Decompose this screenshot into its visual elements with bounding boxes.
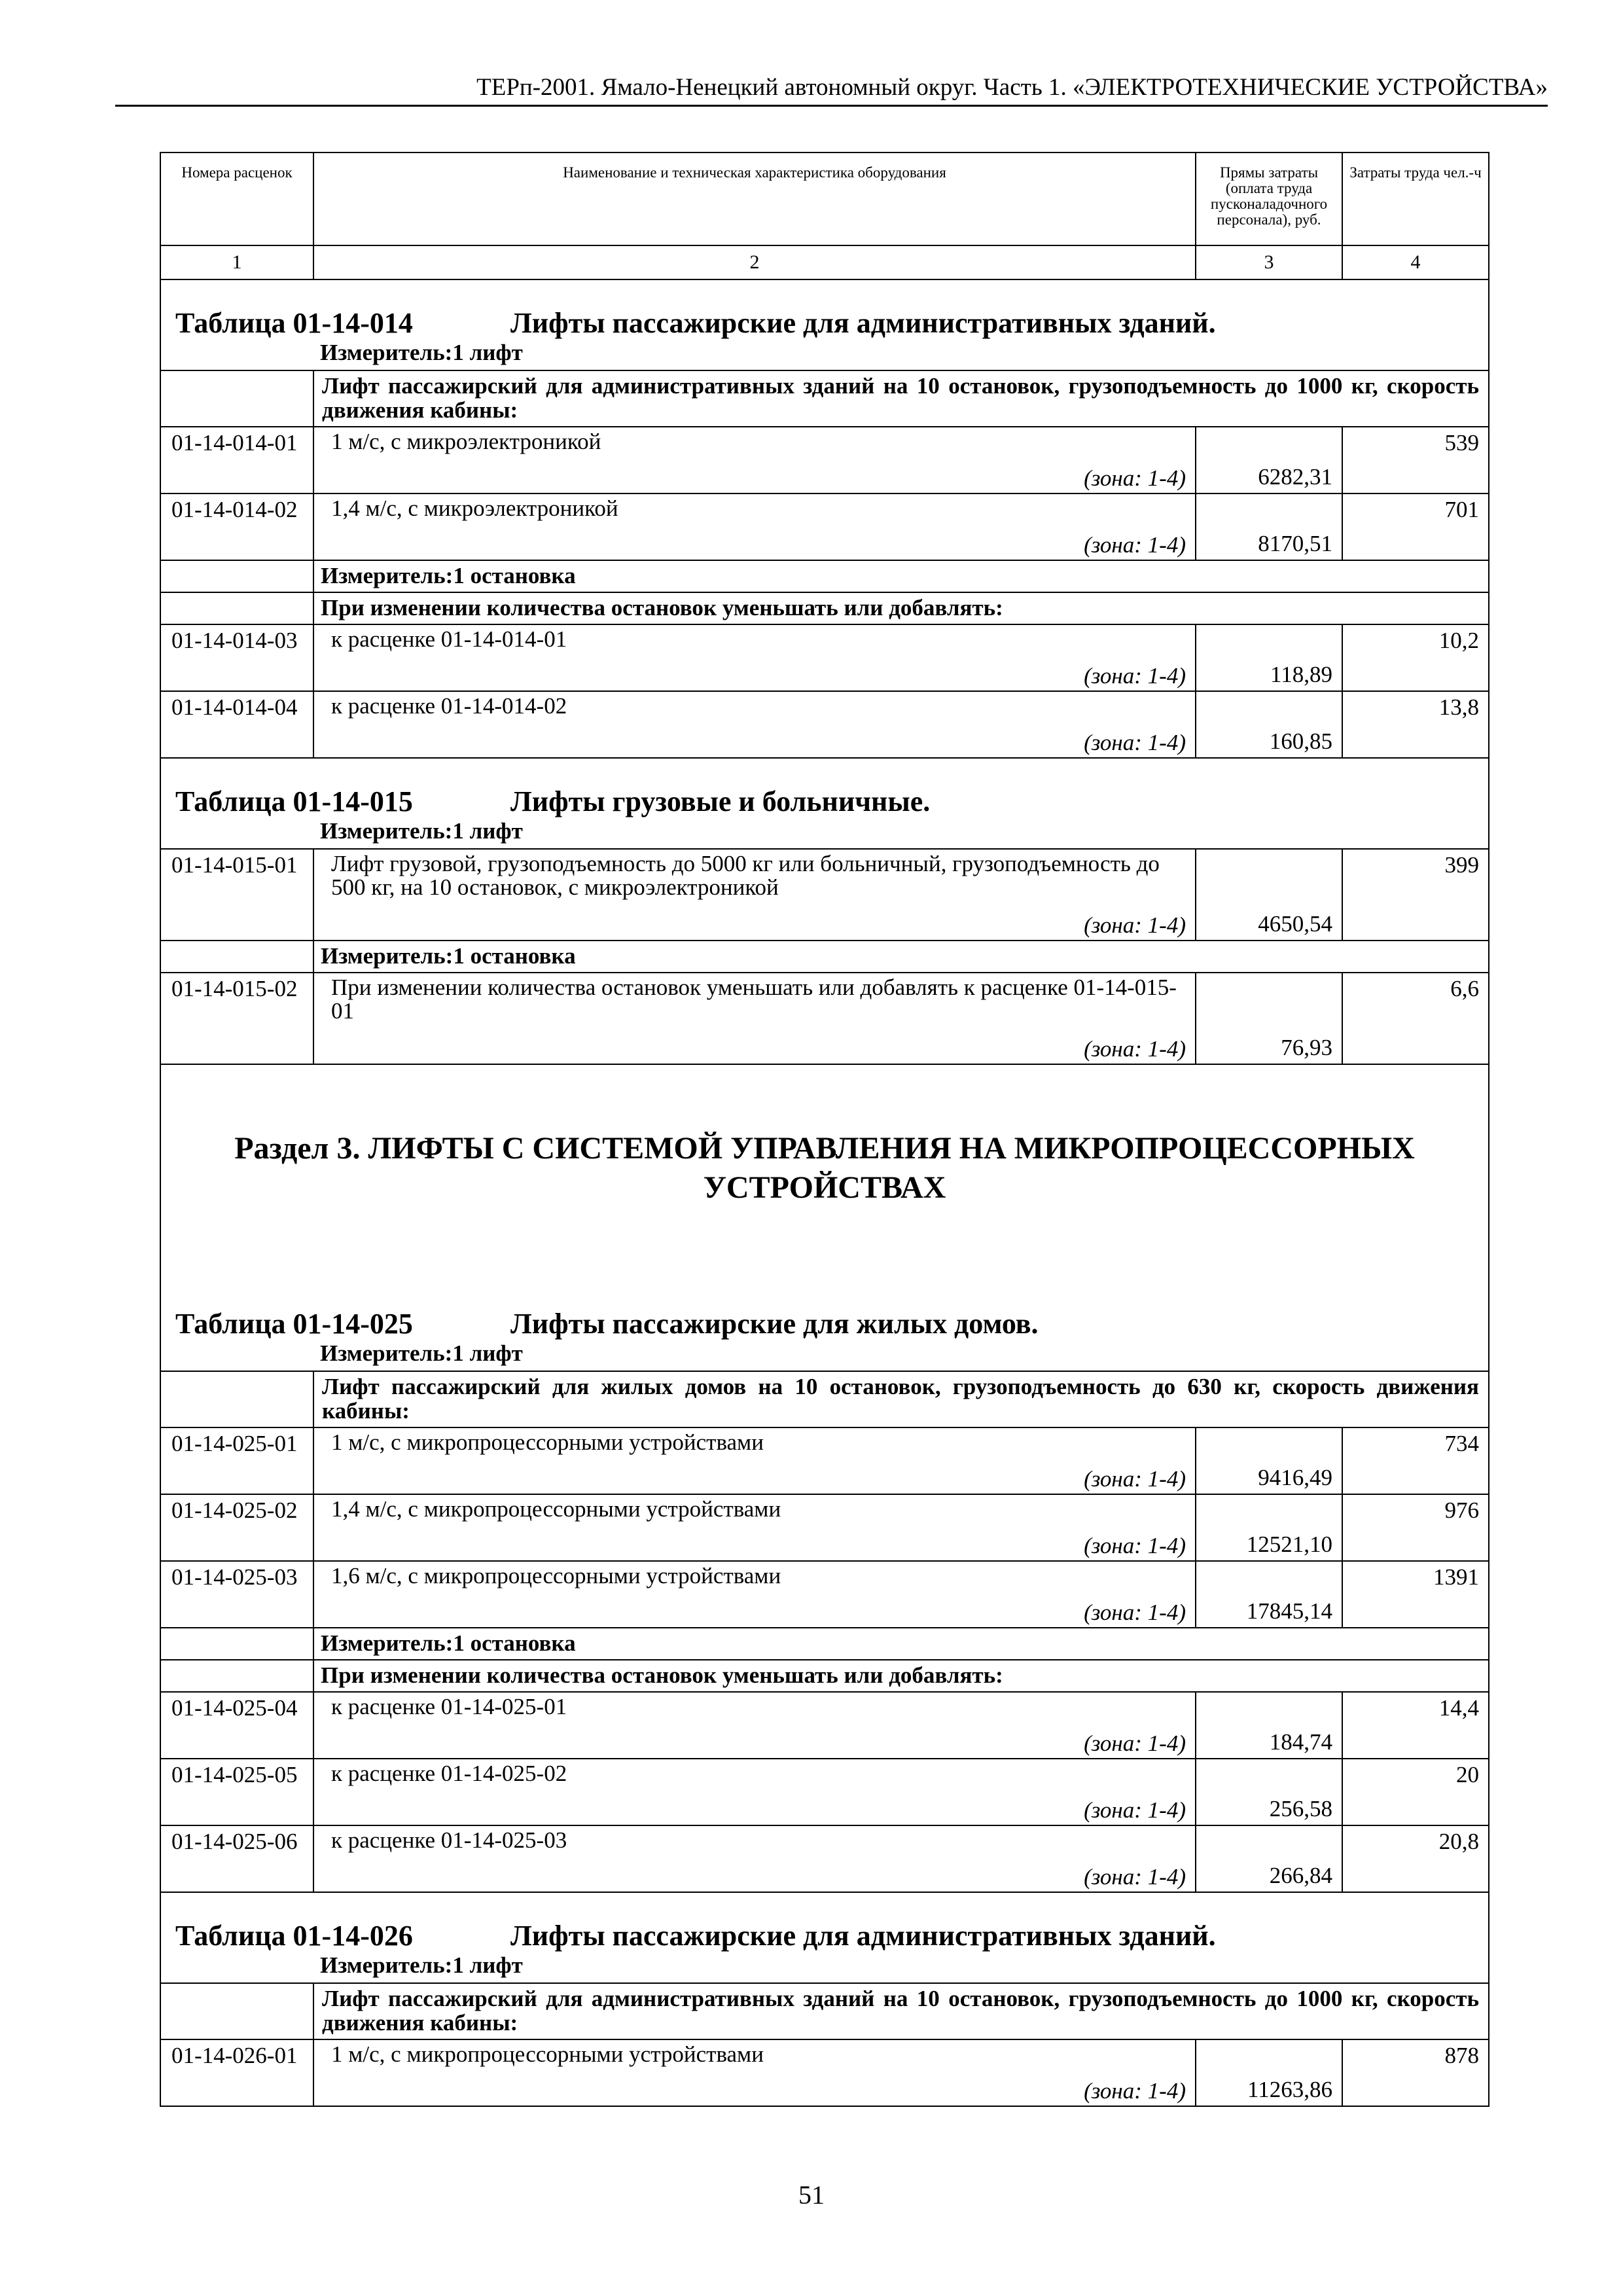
change-row — [160, 1660, 1489, 1692]
table-name: Лифты пассажирские для административных зданий. — [510, 307, 1216, 339]
rate-price: 118,89 — [1196, 624, 1342, 691]
change-note: При изменении количества остановок уменьшать или добавлять: — [313, 592, 1489, 624]
rate-description: 1,6 м/с, с микропроцессорными устройствами — [331, 1563, 781, 1588]
column-number-row — [160, 245, 1489, 279]
rate-price: 184,74 — [1196, 1692, 1342, 1759]
measure-row — [160, 1952, 1489, 1983]
rate-labor: 20,8 — [1342, 1825, 1489, 1892]
rate-description: к расценке 01-14-025-03 — [331, 1827, 567, 1853]
table-number: Таблица 01-14-025 — [175, 1308, 413, 1340]
rates-table — [160, 152, 1489, 2107]
measure-row — [160, 340, 1489, 370]
col-header-codes: Номера расценок — [160, 152, 313, 245]
table-row — [160, 1494, 1489, 1561]
group-description: Лифт пассажирский для административных зданий на 10 остановок, грузоподъемность до 1000 кг, скорость движения кабины: — [313, 1983, 1489, 2039]
rate-code: 01-14-014-04 — [160, 691, 313, 758]
rate-price: 6282,31 — [1196, 427, 1342, 493]
measure-label: Измеритель:1 лифт — [313, 818, 1489, 849]
measure-row — [160, 1628, 1489, 1660]
section-title-line: УСТРОЙСТВАХ — [703, 1170, 946, 1205]
rate-description: к расценке 01-14-025-02 — [331, 1761, 567, 1786]
table-row — [160, 1692, 1489, 1759]
rate-labor: 701 — [1342, 493, 1489, 560]
col-header-labor: Затраты труда чел.-ч — [1342, 152, 1489, 245]
table-number: Таблица 01-14-026 — [175, 1920, 413, 1952]
col-header-direct-costs: Прямы затраты (оплата труда пусконаладочного персонала), руб. — [1196, 152, 1342, 245]
group-description: Лифт пассажирский для жилых домов на 10 остановок, грузоподъемность до 630 кг, скорость движения кабины: — [313, 1371, 1489, 1427]
col-number: 2 — [313, 245, 1196, 279]
measure-row — [160, 1340, 1489, 1371]
col-header-name: Наименование и техническая характеристика оборудования — [313, 152, 1196, 245]
page-number: 51 — [798, 2180, 825, 2210]
table-row — [160, 849, 1489, 941]
table-row — [160, 1759, 1489, 1825]
table-number: Таблица 01-14-015 — [175, 785, 413, 817]
table-row — [160, 691, 1489, 758]
rate-code: 01-14-025-02 — [160, 1494, 313, 1561]
table-name: Лифты пассажирские для административных зданий. — [510, 1920, 1216, 1952]
rate-code: 01-14-014-01 — [160, 427, 313, 493]
rate-labor: 976 — [1342, 1494, 1489, 1561]
rate-code: 01-14-025-06 — [160, 1825, 313, 1892]
rate-labor: 1391 — [1342, 1561, 1489, 1628]
rate-price: 17845,14 — [1196, 1561, 1342, 1628]
rate-code: 01-14-014-03 — [160, 624, 313, 691]
table-name: Лифты грузовые и больничные. — [510, 785, 931, 817]
col-number: 4 — [1342, 245, 1489, 279]
rate-price: 4650,54 — [1196, 849, 1342, 941]
rate-labor: 13,8 — [1342, 691, 1489, 758]
zone-label: (зона: 1-4) — [1084, 1466, 1186, 1492]
rate-description: При изменении количества остановок уменьшать или добавлять к расценке 01-14-015-01 — [331, 975, 1177, 1024]
rate-labor: 878 — [1342, 2039, 1489, 2106]
zone-label: (зона: 1-4) — [1084, 1533, 1186, 1558]
rate-code: 01-14-025-03 — [160, 1561, 313, 1628]
measure-row — [160, 560, 1489, 592]
measure-row — [160, 941, 1489, 973]
measure-label: Измеритель:1 остановка — [313, 1628, 1489, 1660]
rate-code: 01-14-015-01 — [160, 849, 313, 941]
rate-labor: 6,6 — [1342, 973, 1489, 1064]
rate-price: 9416,49 — [1196, 1427, 1342, 1494]
table-title-row — [160, 1892, 1489, 1952]
rate-description: 1,4 м/с, с микропроцессорными устройствами — [331, 1496, 781, 1522]
table-row — [160, 493, 1489, 560]
measure-label: Измеритель:1 остановка — [313, 560, 1489, 592]
zone-label: (зона: 1-4) — [1084, 730, 1186, 755]
change-row — [160, 592, 1489, 624]
table-title-row — [160, 1307, 1489, 1340]
rate-description: 1 м/с, с микропроцессорными устройствами — [331, 1429, 764, 1455]
group-row — [160, 1371, 1489, 1427]
group-description: Лифт пассажирский для административных зданий на 10 остановок, грузоподъемность до 1000 кг, скорость движения кабины: — [313, 370, 1489, 427]
rate-description: Лифт грузовой, грузоподъемность до 5000 кг или больничный, грузоподъемность до 500 кг, на 10 остановок, с микроэлектроникой — [331, 851, 1160, 900]
section-row — [160, 1064, 1489, 1307]
rate-price: 8170,51 — [1196, 493, 1342, 560]
section-title — [161, 1129, 1488, 1208]
rate-labor: 734 — [1342, 1427, 1489, 1494]
rate-code: 01-14-025-05 — [160, 1759, 313, 1825]
rate-labor: 10,2 — [1342, 624, 1489, 691]
rate-price: 12521,10 — [1196, 1494, 1342, 1561]
zone-label: (зона: 1-4) — [1084, 1036, 1186, 1062]
rate-description: 1,4 м/с, с микроэлектроникой — [331, 495, 618, 521]
rate-code: 01-14-014-02 — [160, 493, 313, 560]
column-header-row — [160, 152, 1489, 245]
rate-code: 01-14-015-02 — [160, 973, 313, 1064]
rate-price: 76,93 — [1196, 973, 1342, 1064]
rate-code: 01-14-025-04 — [160, 1692, 313, 1759]
rate-code: 01-14-025-01 — [160, 1427, 313, 1494]
table-row — [160, 973, 1489, 1064]
rate-description: 1 м/с, с микропроцессорными устройствами — [331, 2041, 764, 2067]
measure-label: Измеритель:1 остановка — [313, 941, 1489, 973]
table-row — [160, 1825, 1489, 1892]
group-row — [160, 1983, 1489, 2039]
zone-label: (зона: 1-4) — [1084, 2078, 1186, 2104]
rate-price: 266,84 — [1196, 1825, 1342, 1892]
rate-labor: 14,4 — [1342, 1692, 1489, 1759]
rate-description: к расценке 01-14-014-01 — [331, 626, 567, 652]
measure-row — [160, 818, 1489, 849]
zone-label: (зона: 1-4) — [1084, 663, 1186, 689]
table-row — [160, 1561, 1489, 1628]
zone-label: (зона: 1-4) — [1084, 465, 1186, 491]
group-row — [160, 370, 1489, 427]
rate-description: 1 м/с, с микроэлектроникой — [331, 429, 601, 454]
rate-labor: 20 — [1342, 1759, 1489, 1825]
running-header: ТЕРп-2001. Ямало-Ненецкий автономный округ. Часть 1. «ЭЛЕКТРОТЕХНИЧЕСКИЕ УСТРОЙСТВА» — [476, 74, 1548, 101]
measure-label: Измеритель:1 лифт — [313, 340, 1489, 370]
rate-description: к расценке 01-14-025-01 — [331, 1694, 567, 1719]
table-row — [160, 427, 1489, 493]
table-row — [160, 1427, 1489, 1494]
change-note: При изменении количества остановок уменьшать или добавлять: — [313, 1660, 1489, 1692]
col-number: 3 — [1196, 245, 1342, 279]
rate-code: 01-14-026-01 — [160, 2039, 313, 2106]
table-row — [160, 2039, 1489, 2106]
zone-label: (зона: 1-4) — [1084, 1797, 1186, 1823]
section-title-line: Раздел 3. ЛИФТЫ С СИСТЕМОЙ УПРАВЛЕНИЯ НА МИКРОПРОЦЕССОРНЫХ — [234, 1131, 1415, 1166]
table-name: Лифты пассажирские для жилых домов. — [510, 1308, 1039, 1340]
rate-price: 256,58 — [1196, 1759, 1342, 1825]
rate-labor: 399 — [1342, 849, 1489, 941]
zone-label: (зона: 1-4) — [1084, 912, 1186, 938]
rate-labor: 539 — [1342, 427, 1489, 493]
zone-label: (зона: 1-4) — [1084, 1600, 1186, 1625]
zone-label: (зона: 1-4) — [1084, 1864, 1186, 1890]
table-row — [160, 624, 1489, 691]
zone-label: (зона: 1-4) — [1084, 532, 1186, 558]
rate-price: 160,85 — [1196, 691, 1342, 758]
table-title-row — [160, 279, 1489, 340]
measure-label: Измеритель:1 лифт — [313, 1340, 1489, 1371]
col-number: 1 — [160, 245, 313, 279]
table-number: Таблица 01-14-014 — [175, 307, 413, 339]
table-title-row — [160, 758, 1489, 818]
rate-description: к расценке 01-14-014-02 — [331, 693, 567, 719]
zone-label: (зона: 1-4) — [1084, 1731, 1186, 1756]
measure-label: Измеритель:1 лифт — [313, 1952, 1489, 1983]
header-rule — [115, 105, 1548, 107]
rate-price: 11263,86 — [1196, 2039, 1342, 2106]
